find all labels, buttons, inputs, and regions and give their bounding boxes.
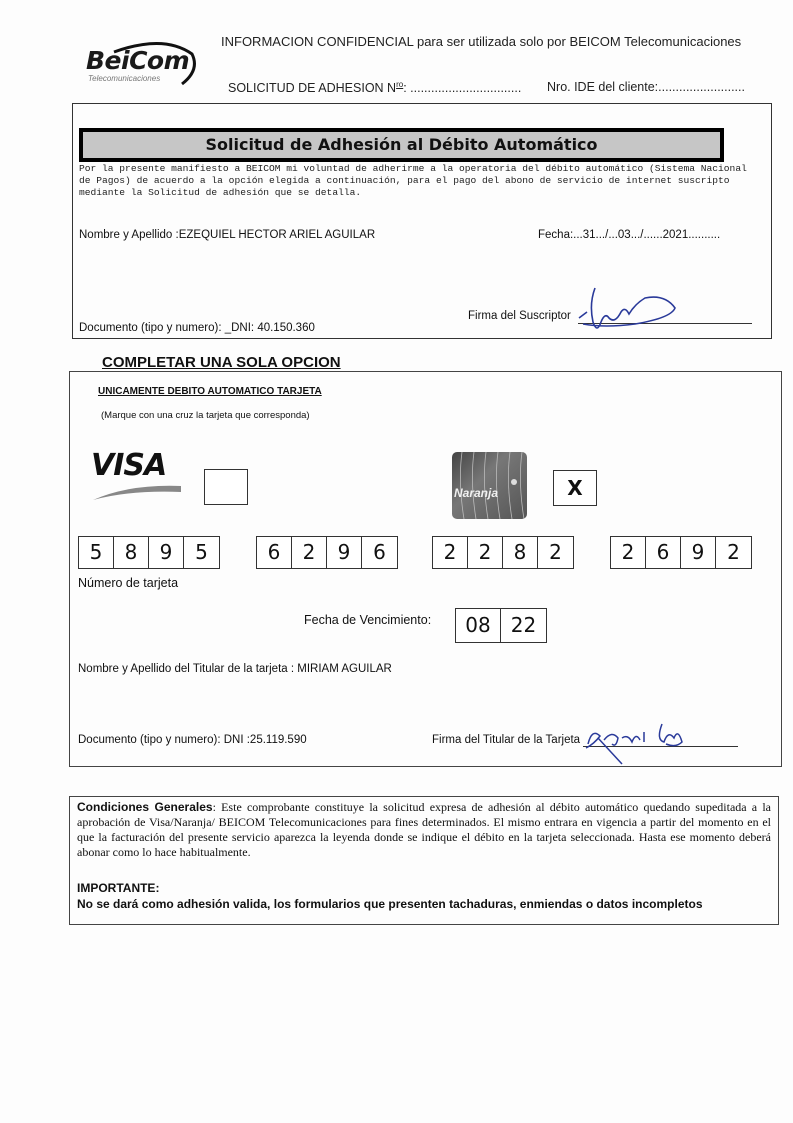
tarjeta-subtitle: UNICAMENTE DEBITO AUTOMATICO TARJETA [98, 386, 322, 397]
card-digit: 8 [503, 537, 538, 568]
cardholder-document-field[interactable]: Documento (tipo y numero): DNI :25.119.590 [78, 734, 307, 746]
card-digit: 2 [433, 537, 468, 568]
card-number-group-1[interactable] [78, 536, 220, 569]
naranja-logo [452, 452, 527, 519]
intro-text: Por la presente manifiesto a BEICOM mi voluntad de adherirme a la operatoria del débito automático (Sistema Nacional de Pagos) de acuerdo a la opción elegida a continuación, para el pago del abono de servicio de internet suscripto mediante la Solicitud de adhesión que se detalla. [79, 163, 747, 198]
section-heading: COMPLETAR UNA SOLA OPCION [102, 354, 341, 371]
card-digit: 9 [681, 537, 716, 568]
solicitud-dots: : ................................ [403, 81, 522, 96]
suscriptor-signature-label: Firma del Suscriptor [468, 310, 571, 322]
cardholder-signature-icon [582, 718, 712, 768]
visa-swoosh-icon [89, 482, 184, 502]
confidential-notice: INFORMACION CONFIDENCIAL para ser utilizada solo por BEICOM Telecomunicaciones [221, 34, 742, 49]
visa-logo-text: VISA [91, 448, 167, 483]
visa-logo [89, 448, 184, 508]
naranja-checkbox[interactable]: X [553, 470, 597, 506]
conditions-body: : Este comprobante constituye la solicitud expresa de adhesión al débito automático quedando supeditada a la aprobación de Visa/Naranja/ BEICOM Telecomunicaciones para fines determinados. El mismo entrara en vigencia a partir del momento en el que la facturación del presente servicio aparezca la leyenda donde se indique el débito en la tarjeta seleccionada. Hasta ese momento deberá abonar como lo hace habitualmente. [77, 800, 771, 859]
card-number-label: Número de tarjeta [78, 576, 179, 590]
conditions-title: Condiciones Generales [77, 800, 213, 814]
form-title-bar [79, 128, 724, 162]
logo-brand: BeiCom [86, 46, 190, 75]
card-digit: 6 [373, 540, 386, 564]
card-number-group-3[interactable] [432, 536, 574, 569]
tarjeta-section [69, 371, 782, 767]
card-digit: 2 [292, 537, 327, 568]
suscriptor-document-field[interactable]: Documento (tipo y numero): _DNI: 40.150.360 [79, 322, 315, 334]
logo-subtitle: Telecomunicaciones [88, 74, 161, 83]
tarjeta-instruction: (Marque con una cruz la tarjeta que corresponda) [101, 410, 310, 421]
suscriptor-name-field[interactable]: Nombre y Apellido :EZEQUIEL HECTOR ARIEL AGUILAR [79, 229, 376, 241]
form-title: Solicitud de Adhesión al Débito Automático [205, 135, 598, 154]
suscriptor-signature-icon [575, 284, 685, 336]
card-number-group-4[interactable] [610, 536, 752, 569]
card-digit: 5 [79, 537, 114, 568]
cardholder-name-field[interactable]: Nombre y Apellido del Titular de la tarjeta : MIRIAM AGUILAR [78, 663, 392, 675]
card-digit: 2 [468, 537, 503, 568]
card-digit: 8 [114, 537, 149, 568]
solicitud-number-field[interactable] [228, 80, 521, 95]
important-text: No se dará como adhesión valida, los formularios que presenten tachaduras, enmiendas o datos incompletos [77, 897, 703, 911]
cliente-id-field[interactable]: Nro. IDE del cliente:......................... [547, 80, 745, 94]
card-digit: 9 [149, 537, 184, 568]
solicitud-sup: ro [396, 80, 404, 89]
expiry-year: 22 [510, 613, 537, 637]
beicom-logo [84, 40, 199, 88]
card-digit: 9 [327, 537, 362, 568]
card-digit: 2 [611, 537, 646, 568]
conditions-text [77, 800, 771, 860]
solicitud-label: SOLICITUD DE ADHESION N [228, 81, 397, 96]
card-digit: 2 [549, 540, 562, 564]
card-digit: 6 [257, 537, 292, 568]
card-digit: 5 [195, 540, 208, 564]
expiry-label: Fecha de Vencimiento: [304, 613, 432, 627]
expiry-field[interactable] [455, 608, 547, 643]
important-title: IMPORTANTE: [77, 881, 160, 895]
card-digit: 2 [727, 540, 740, 564]
card-digit: 6 [646, 537, 681, 568]
naranja-logo-text: Naranja [454, 486, 499, 500]
cardholder-signature-label: Firma del Titular de la Tarjeta [432, 734, 581, 746]
date-field[interactable]: Fecha:...31.../...03.../......2021.......... [538, 229, 721, 241]
card-number-group-2[interactable] [256, 536, 398, 569]
expiry-month: 08 [456, 609, 501, 642]
visa-checkbox[interactable] [204, 469, 248, 505]
